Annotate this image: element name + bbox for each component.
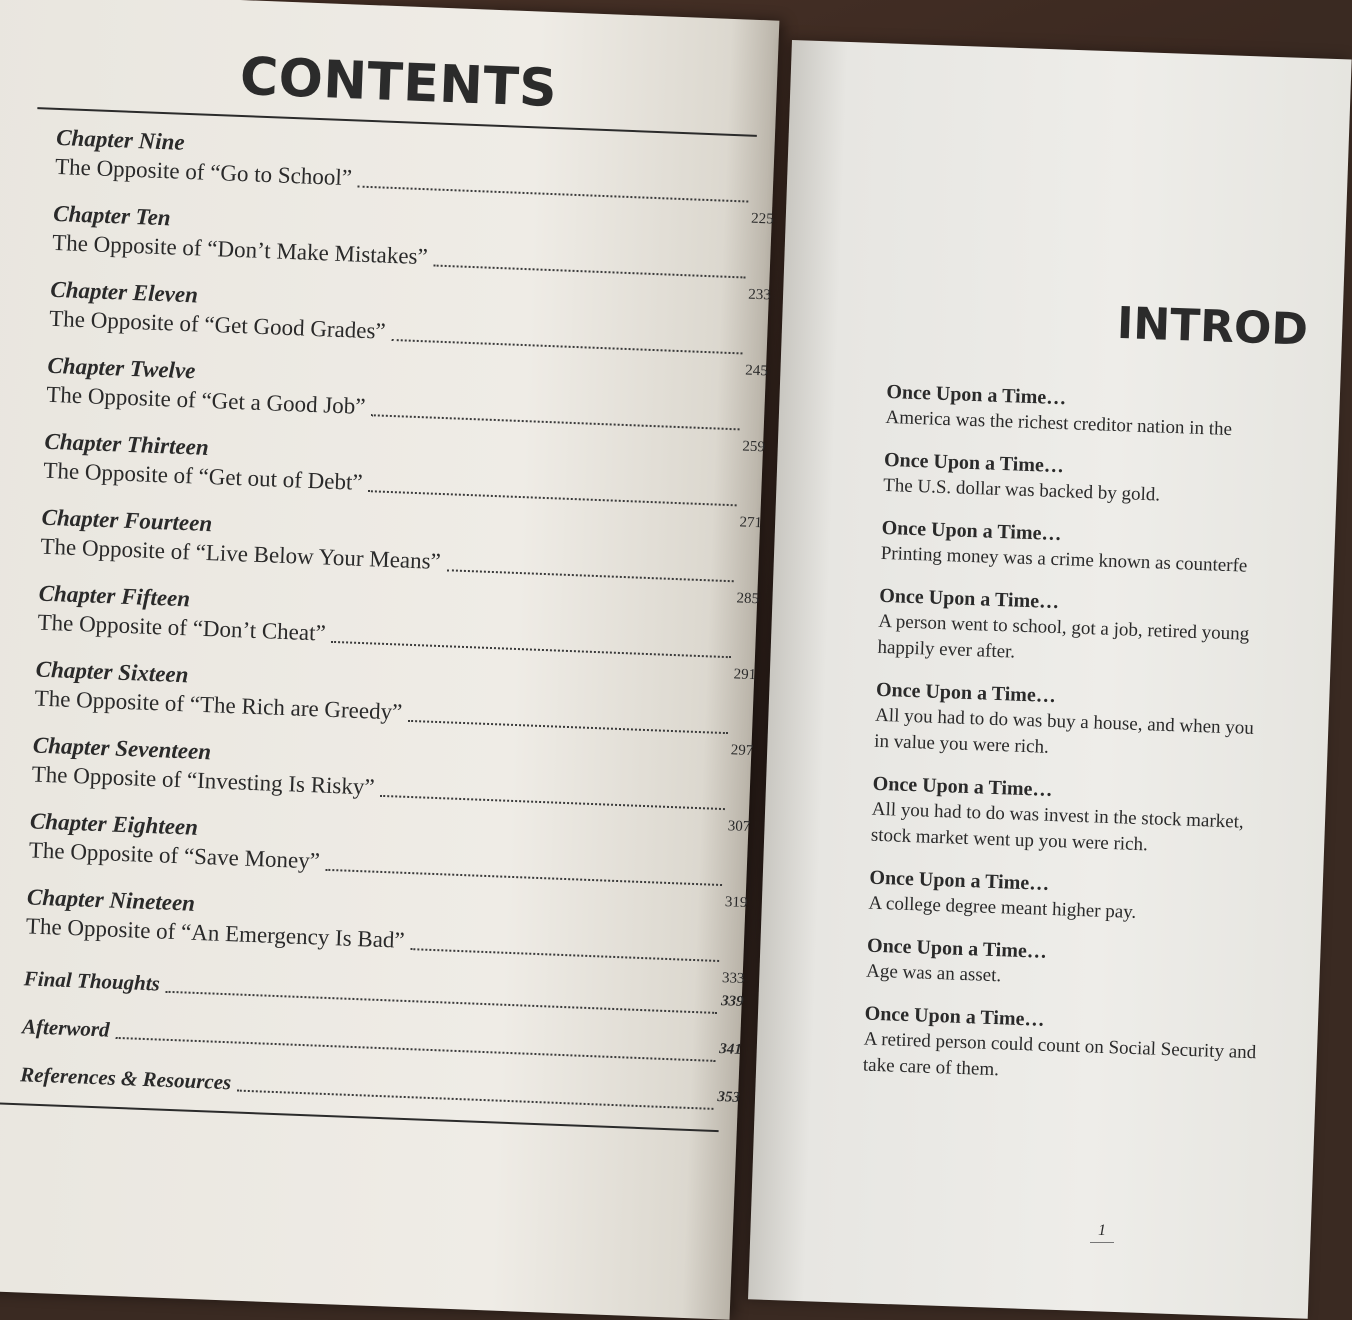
- backmatter-title: References & Resources: [19, 1062, 232, 1095]
- once-upon-item: [866, 933, 1288, 1000]
- chapter-title: The Opposite of “An Emergency Is Bad”: [25, 913, 406, 953]
- once-upon-heading: Once Upon a Time…: [872, 772, 1053, 801]
- once-upon-item: [862, 1001, 1284, 1094]
- once-upon-item: [885, 379, 1307, 446]
- introduction-heading: INTROD: [1116, 297, 1309, 356]
- once-upon-heading: Once Upon a Time…: [878, 584, 1060, 614]
- dot-leader: [371, 413, 739, 430]
- chapter-page-number: 271: [739, 514, 763, 532]
- dot-leader: [410, 947, 718, 962]
- once-upon-item: [877, 583, 1299, 676]
- chapter-page-number: 245: [745, 362, 769, 380]
- chapter-title: The Opposite of “Go to School”: [54, 153, 353, 191]
- chapter-page-number: 259: [742, 438, 766, 456]
- chapter-title: The Opposite of “Save Money”: [28, 837, 321, 874]
- chapter-title: The Opposite of “Get a Good Job”: [45, 381, 367, 419]
- once-upon-item: [870, 771, 1292, 864]
- once-upon-text: All you had to do was buy a house, and when you in value you were rich.: [873, 704, 1255, 758]
- chapter-page-number: 319: [724, 894, 748, 912]
- once-upon-item: [880, 515, 1302, 582]
- dot-leader: [408, 719, 728, 734]
- once-upon-text: A retired person could count on Social Security and take care of them.: [862, 1028, 1257, 1081]
- dot-leader: [380, 794, 724, 810]
- once-upon-heading: Once Upon a Time…: [881, 516, 1062, 546]
- once-upon-text: All you had to do was invest in the stock market, stock market went up you were rich.: [870, 798, 1245, 856]
- introduction-section: [862, 290, 1310, 1109]
- backmatter-title: Afterword: [21, 1014, 111, 1042]
- chapter-title: The Opposite of “Get Good Grades”: [48, 305, 387, 344]
- chapter-title: The Opposite of “The Rich are Greedy”: [34, 685, 403, 725]
- chapter-title: The Opposite of “Don’t Make Mistakes”: [51, 229, 429, 270]
- contents-heading: CONTENTS: [238, 46, 559, 120]
- chapter-label: Chapter Eleven: [49, 276, 199, 308]
- dot-leader: [368, 489, 736, 506]
- once-upon-item: [868, 865, 1290, 932]
- once-upon-text: Printing money was a crime known as counterfe: [880, 542, 1248, 577]
- chapter-label: Chapter Seventeen: [32, 732, 212, 765]
- backmatter-page-number: 353: [717, 1089, 741, 1106]
- chapter-page-number: 291: [733, 666, 757, 684]
- chapter-title: The Opposite of “Live Below Your Means”: [40, 533, 442, 574]
- dot-leader: [115, 1036, 715, 1062]
- chapter-label: Chapter Sixteen: [35, 656, 189, 688]
- once-upon-heading: Once Upon a Time…: [866, 934, 1048, 963]
- chapter-page-number: 225: [750, 210, 774, 228]
- chapter-label: Chapter Twelve: [47, 352, 196, 384]
- once-upon-text: America was the richest creditor nation in the: [885, 406, 1233, 441]
- once-upon-text: Age was an asset.: [865, 960, 1002, 987]
- backmatter-title: Final Thoughts: [23, 966, 161, 996]
- once-upon-text: A person went to school, got a job, retired young happily ever after.: [877, 610, 1250, 663]
- table-of-contents: [19, 40, 779, 1133]
- chapter-label: Chapter Ten: [52, 200, 172, 231]
- chapter-title: The Opposite of “Investing Is Risky”: [31, 761, 376, 800]
- dot-leader: [237, 1089, 713, 1110]
- dot-leader: [326, 868, 722, 886]
- once-upon-heading: Once Upon a Time…: [886, 380, 1067, 410]
- once-upon-text: A college degree meant higher pay.: [868, 892, 1137, 923]
- dot-leader: [433, 264, 745, 279]
- dot-leader: [391, 338, 742, 354]
- chapter-page-number: 297: [730, 742, 754, 760]
- dot-leader: [358, 185, 748, 203]
- chapter-page-number: 233: [747, 286, 772, 304]
- backmatter-page-number: 341: [718, 1041, 743, 1058]
- dot-leader: [165, 990, 716, 1014]
- chapter-title: The Opposite of “Don’t Cheat”: [37, 609, 327, 646]
- chapter-label: Chapter Nineteen: [26, 884, 196, 916]
- dot-leader: [331, 640, 730, 658]
- once-upon-heading: Once Upon a Time…: [875, 678, 1057, 708]
- once-upon-item: [874, 677, 1296, 770]
- chapter-label: Chapter Fourteen: [41, 504, 213, 537]
- chapter-page-number: 285: [736, 590, 760, 608]
- chapter-page-number: 307: [727, 818, 751, 836]
- once-upon-heading: Once Upon a Time…: [869, 866, 1050, 895]
- chapter-label: Chapter Nine: [55, 124, 186, 155]
- backmatter-page-number: 339: [720, 993, 744, 1010]
- dot-leader: [446, 568, 733, 582]
- once-upon-item: [883, 447, 1305, 514]
- chapter-label: Chapter Eighteen: [29, 808, 199, 840]
- once-upon-text: The U.S. dollar was backed by gold.: [882, 474, 1161, 506]
- chapter-label: Chapter Fifteen: [38, 580, 191, 612]
- once-upon-heading: Once Upon a Time…: [883, 448, 1065, 478]
- once-upon-heading: Once Upon a Time…: [864, 1002, 1045, 1031]
- chapter-label: Chapter Thirteen: [44, 428, 210, 460]
- page-number: 1: [1090, 1222, 1114, 1243]
- chapter-title: The Opposite of “Get out of Debt”: [42, 457, 364, 495]
- chapter-page-number: 333: [721, 970, 745, 987]
